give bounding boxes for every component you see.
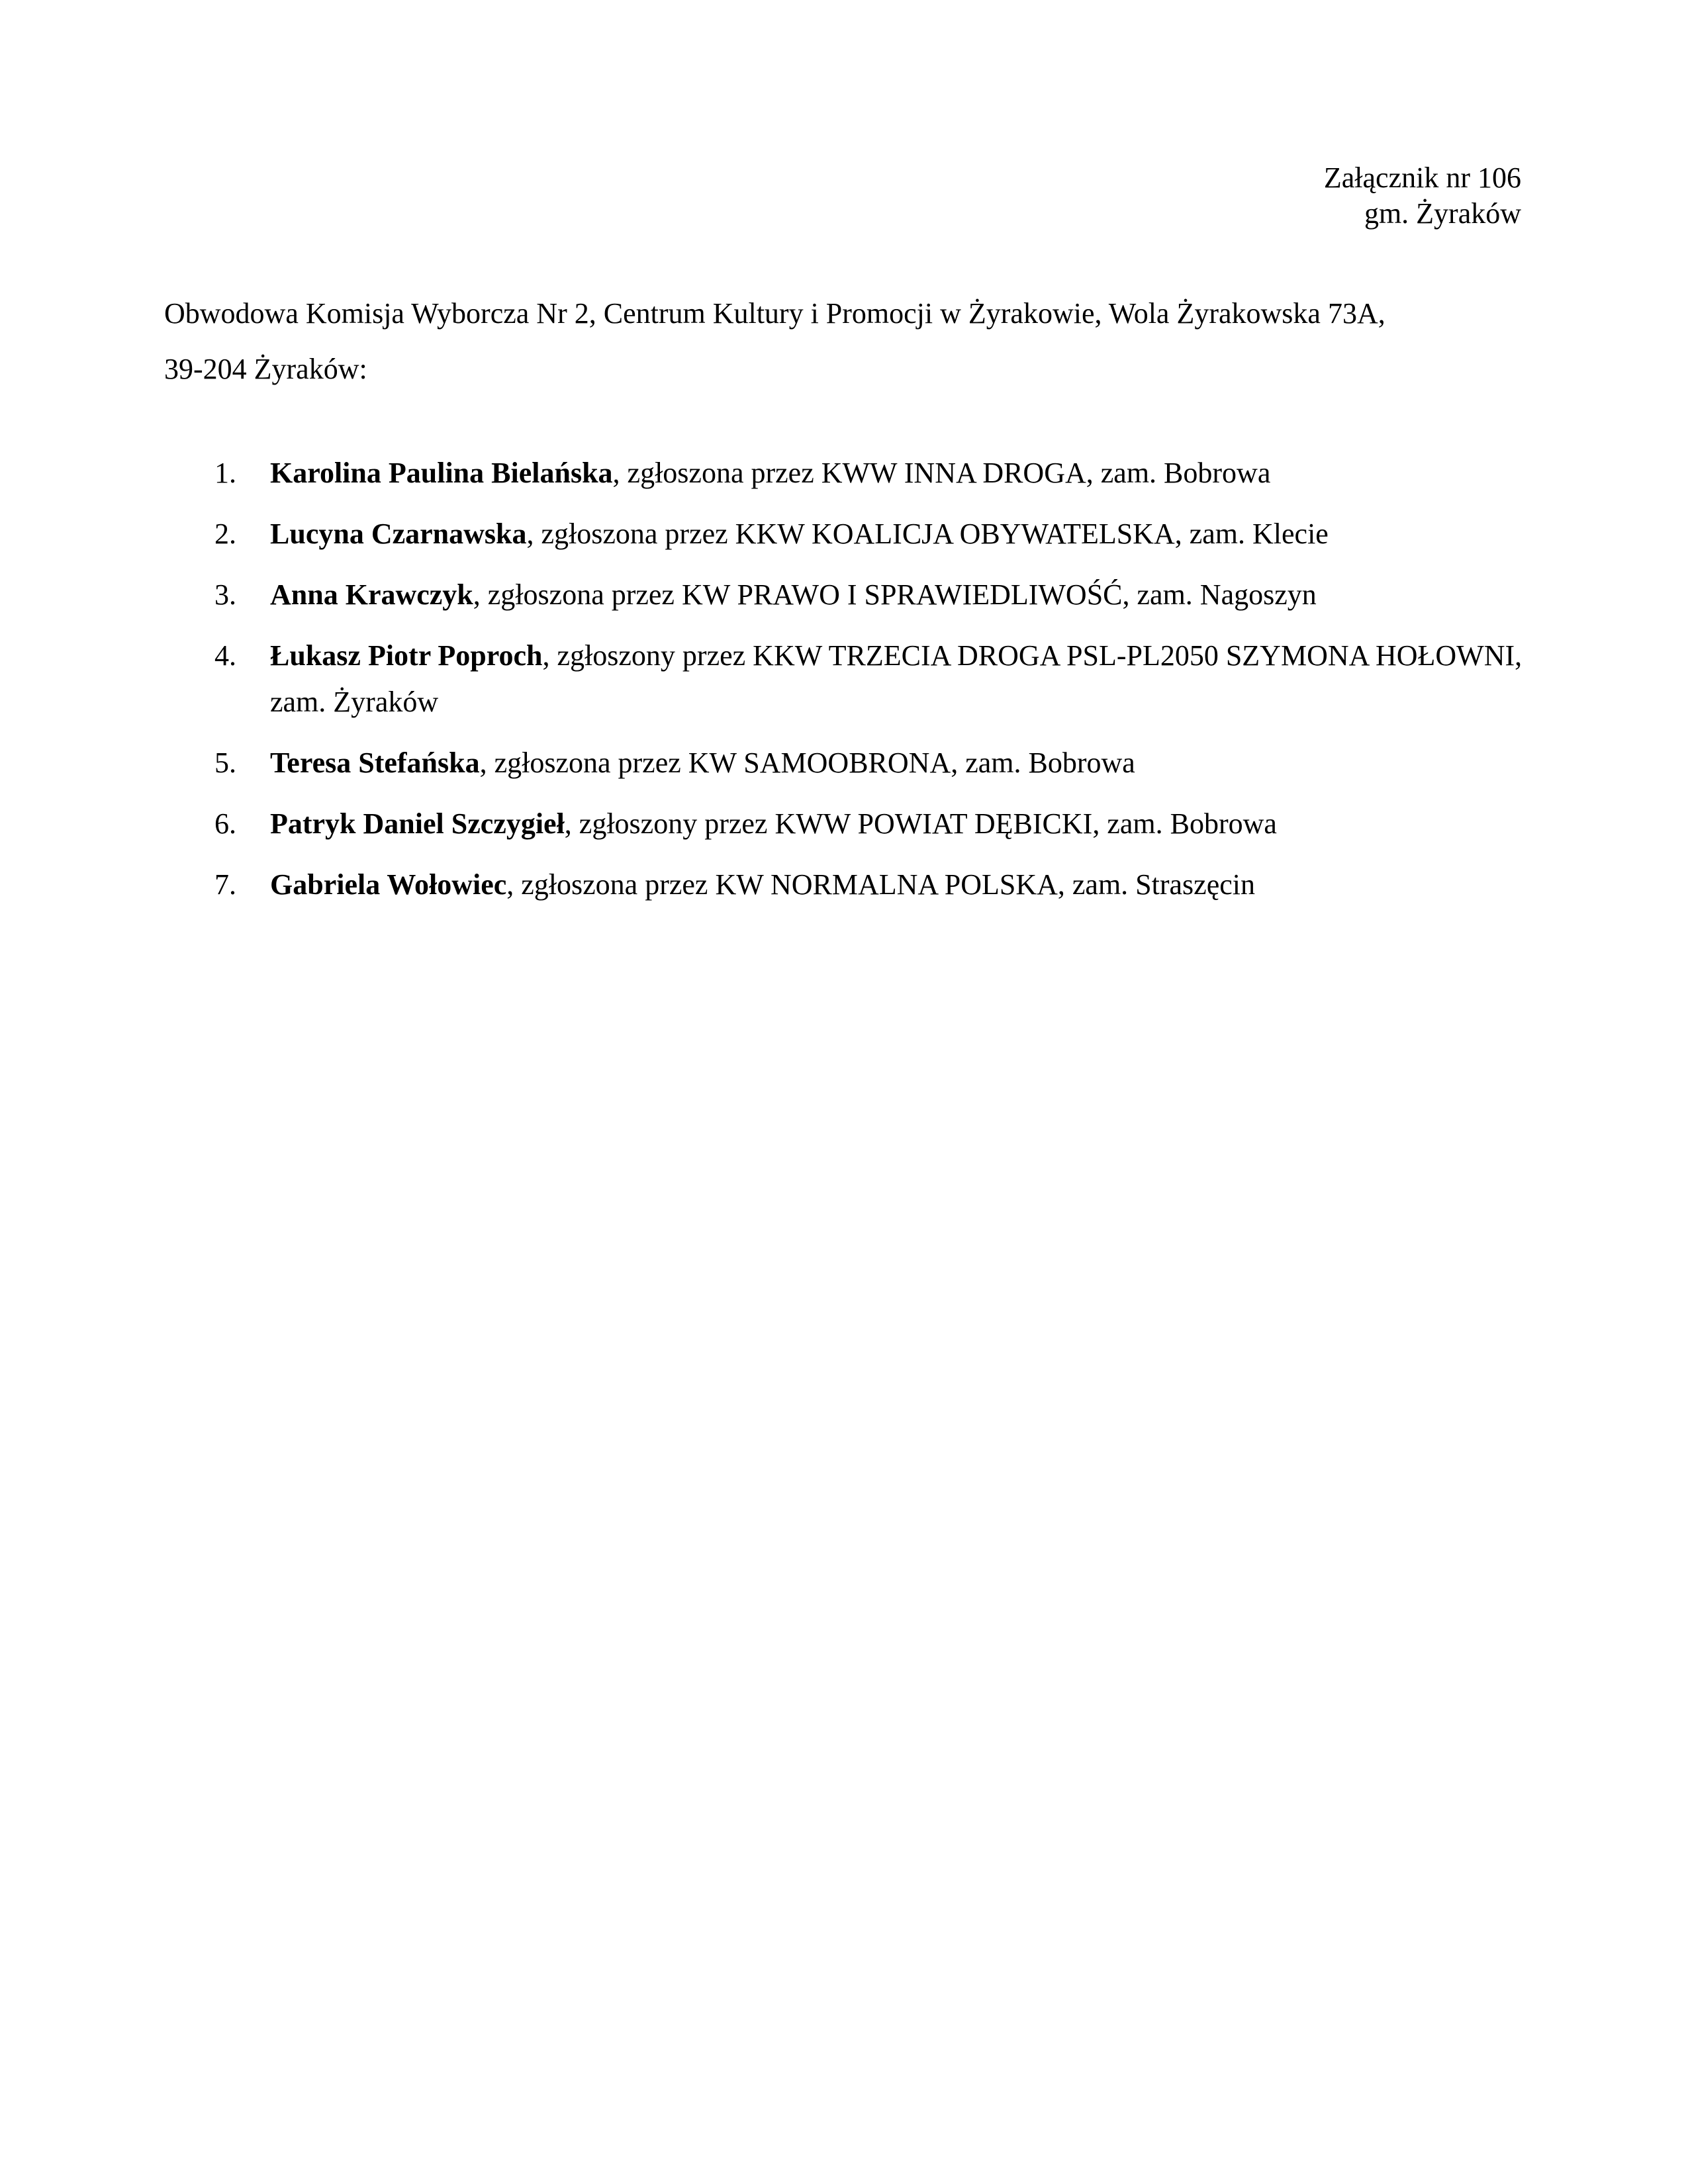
list-item — [164, 633, 1528, 725]
commission-description — [164, 286, 1528, 397]
list-item — [164, 801, 1528, 847]
member-details: , zgłoszona przez KW PRAWO I SPRAWIEDLIWOŚĆ, zam. Nagoszyn — [473, 578, 1317, 611]
attachment-number: Załącznik nr 106 — [1323, 161, 1521, 194]
commission-description-line-1: Obwodowa Komisja Wyborcza Nr 2, Centrum Kultury i Promocji w Żyrakowie, Wola Żyrakowska 73A, — [164, 297, 1385, 330]
member-name: Karolina Paulina Bielańska — [270, 457, 613, 489]
member-details: , zgłoszony przez KKW TRZECIA DROGA PSL-PL2050 SZYMONA HOŁOWNI, zam. Żyraków — [270, 639, 1523, 718]
list-item-number: 6. — [214, 807, 236, 840]
list-item — [164, 511, 1528, 557]
list-item — [164, 862, 1528, 908]
list-item-number: 3. — [214, 578, 236, 611]
member-name: Lucyna Czarnawska — [270, 518, 527, 550]
member-name: Patryk Daniel Szczygieł — [270, 807, 565, 840]
commission-description-line-2: 39-204 Żyraków: — [164, 353, 367, 385]
member-details: , zgłoszona przez KW SAMOOBRONA, zam. Bobrowa — [479, 747, 1135, 779]
member-name: Anna Krawczyk — [270, 578, 473, 611]
member-name: Gabriela Wołowiec — [270, 868, 507, 901]
list-item — [164, 450, 1528, 496]
municipality-label: gm. Żyraków — [1364, 197, 1521, 230]
member-details: , zgłoszona przez KKW KOALICJA OBYWATELSKA, zam. Klecie — [526, 518, 1329, 550]
member-details: , zgłoszona przez KW NORMALNA POLSKA, zam. Straszęcin — [506, 868, 1255, 901]
list-item-number: 1. — [214, 457, 236, 489]
list-item-number: 4. — [214, 639, 236, 672]
list-item — [164, 740, 1528, 786]
member-details: , zgłoszona przez KWW INNA DROGA, zam. Bobrowa — [612, 457, 1271, 489]
list-item-number: 7. — [214, 868, 236, 901]
member-name: Łukasz Piotr Poproch — [270, 639, 543, 672]
members-list — [164, 450, 1528, 923]
list-item-number: 2. — [214, 518, 236, 550]
list-item — [164, 572, 1528, 618]
member-details: , zgłoszony przez KWW POWIAT DĘBICKI, zam. Bobrowa — [564, 807, 1277, 840]
attachment-header — [1324, 160, 1521, 232]
list-item-number: 5. — [214, 747, 236, 779]
member-name: Teresa Stefańska — [270, 747, 480, 779]
